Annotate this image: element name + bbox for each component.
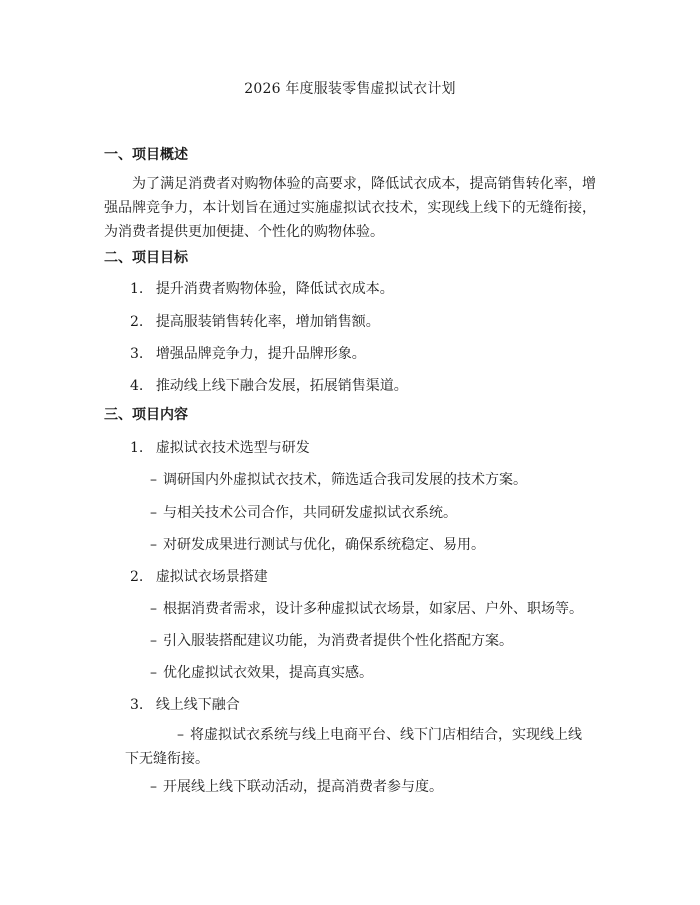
list-item [130, 279, 394, 299]
section-heading-goals: 二、项目目标 [104, 250, 188, 266]
sub-list-item [150, 599, 583, 619]
list-item-text: 提升消费者购物体验，降低试衣成本。 [155, 281, 394, 297]
dash-marker: – [150, 779, 157, 795]
sub-list-item [150, 470, 527, 490]
dash-marker: – [150, 472, 157, 488]
list-marker: 4. [130, 378, 144, 394]
section-heading-content: 三、项目内容 [104, 407, 188, 423]
sub-item-text: 优化虚拟试衣效果，提高真实感。 [163, 665, 373, 681]
list-marker: 1. [130, 281, 144, 297]
list-marker: 2. [130, 569, 144, 585]
sub-item-text: 根据消费者需求，设计多种虚拟试衣场景，如家居、户外、职场等。 [163, 601, 583, 617]
content-group-title [130, 695, 240, 715]
sub-item-text: 引入服装搭配建议功能，为消费者提供个性化搭配方案。 [163, 633, 513, 649]
list-item-text: 增强品牌竞争力，提升品牌形象。 [155, 346, 366, 362]
content-group-title [130, 567, 268, 587]
sub-list-item [150, 631, 513, 651]
list-item [130, 312, 380, 332]
group-title-text: 虚拟试衣场景搭建 [155, 569, 268, 585]
sub-item-text: 调研国内外虚拟试衣技术，筛选适合我司发展的技术方案。 [163, 472, 527, 488]
dash-marker: – [150, 505, 157, 521]
sub-list-item [125, 723, 595, 771]
list-marker: 1. [130, 440, 144, 456]
overview-paragraph: 为了满足消费者对购物体验的高要求，降低试衣成本，提高销售转化率，增强品牌竞争力，本计划旨在通过实施虚拟试衣技术，实现线上线下的无缝衔接，为消费者提供更加便捷、个性化的购物体验。 [104, 176, 596, 240]
sub-list-item [150, 777, 443, 797]
content-group-title [130, 438, 310, 458]
section-heading-overview: 一、项目概述 [104, 147, 188, 163]
sub-list-item [150, 503, 457, 523]
group-title-text: 虚拟试衣技术选型与研发 [155, 440, 310, 456]
dash-marker: – [150, 537, 157, 553]
sub-item-text: 对研发成果进行测试与优化，确保系统稳定、易用。 [163, 537, 485, 553]
sub-item-text: 与相关技术公司合作，共同研发虚拟试衣系统。 [163, 505, 457, 521]
list-marker: 3. [130, 697, 144, 713]
sub-list-item [150, 663, 373, 683]
list-item-text: 提高服装销售转化率，增加销售额。 [155, 314, 380, 330]
dash-marker: – [150, 665, 157, 681]
dash-marker: – [150, 633, 157, 649]
dash-marker: – [150, 601, 157, 617]
sub-item-text: 将虚拟试衣系统与线上电商平台、线下门店相结合，实现线上线下无缝衔接。 [125, 727, 582, 767]
group-title-text: 线上线下融合 [155, 697, 240, 713]
sub-item-text: 开展线上线下联动活动，提高消费者参与度。 [163, 779, 443, 795]
list-marker: 2. [130, 314, 144, 330]
sub-list-item [150, 535, 485, 555]
dash-marker: – [177, 727, 184, 743]
list-item [130, 376, 408, 396]
list-marker: 3. [130, 346, 144, 362]
document-title: 2026 年度服装零售虚拟试衣计划 [244, 81, 456, 97]
list-item [130, 344, 366, 364]
list-item-text: 推动线上线下融合发展，拓展销售渠道。 [155, 378, 408, 394]
